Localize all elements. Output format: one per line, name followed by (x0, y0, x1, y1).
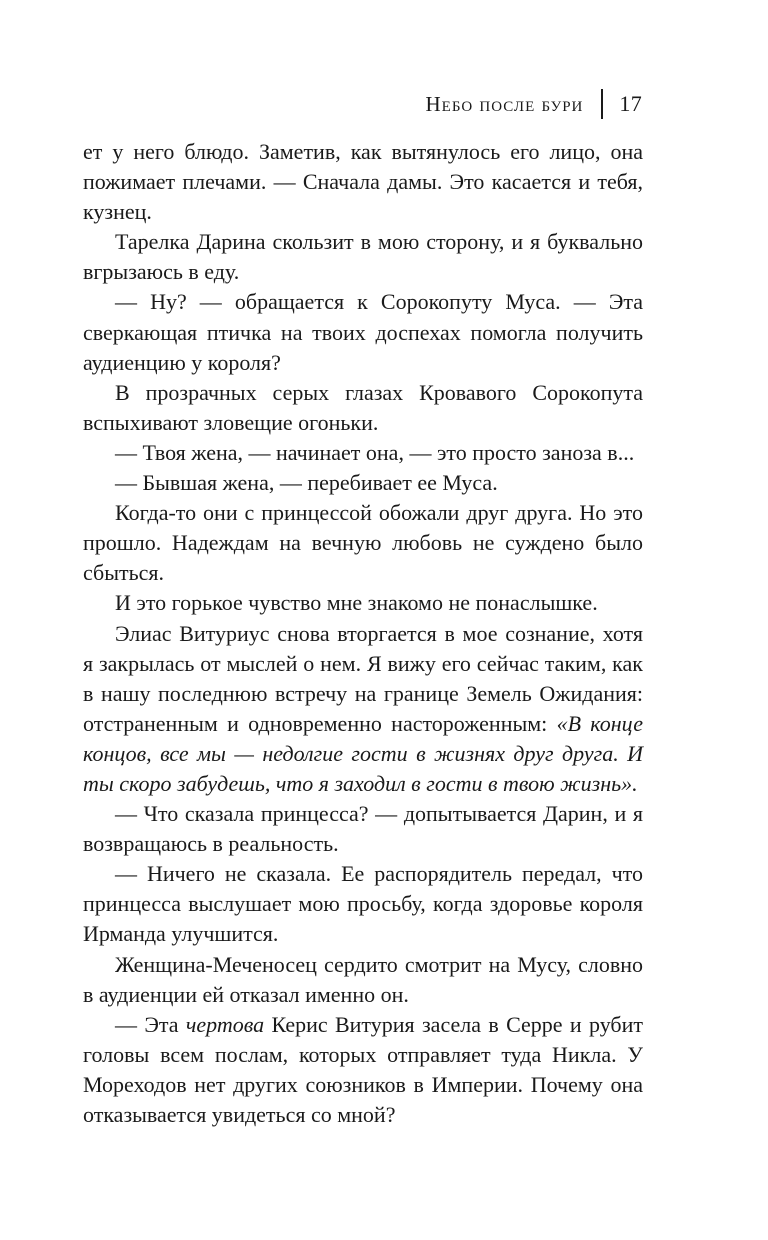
paragraph: Женщина-Меченосец сердито смотрит на Мусу, словно в аудиенции ей отказал именно он. (83, 951, 643, 1007)
paragraph: — Твоя жена, — начинает она, — это просто заноза в... (115, 439, 635, 465)
page-number: 17 (619, 91, 642, 116)
paragraph-text: Керис Витурия засела в Серре и рубит головы всем послам, которых отправляет туда Никла. У Мореходов нет других союзников в Империи. Почему она отказывается увидеться со мной? (83, 1011, 644, 1127)
italic-word: чертова (185, 1011, 265, 1037)
paragraph-text: — Эта (115, 1011, 186, 1037)
paragraph: — Что сказала принцесса? — допытывается Дарин, и я возвращаюсь в реальность. (83, 801, 643, 857)
paragraph: Тарелка Дарина скользит в мою сторону, и я буквально вгрызаюсь в еду. (83, 229, 643, 285)
paragraph: ет у него блюдо. Заметив, как вытянулось его лицо, она пожимает плечами. — Сначала дамы. Это касается и тебя, кузнец. (83, 139, 643, 225)
paragraph: — Бывшая жена, — перебивает ее Муса. (115, 470, 498, 496)
paragraph: Когда-то они с принцессой обожали друг друга. Но это прошло. Надеждам на вечную любовь не суждено было сбыться. (83, 500, 643, 586)
paragraph: И это горькое чувство мне знакомо не понаслышке. (115, 590, 598, 616)
running-head (426, 88, 642, 120)
paragraph (83, 1010, 643, 1130)
paragraph-text: Элиас Витуриус снова вторгается в мое сознание, хотя я закрылась от мыслей о нем. Я вижу его сейчас таким, как в нашу последнюю встречу на границе Земель Ожидания: отстраненным и одновременно настороженным: (83, 620, 643, 736)
body-text (83, 137, 643, 1130)
italic-quote: «В конце концов, все мы — недолгие гости в жизнях друг друга. И ты скоро забудешь, что я заходил в гости в твою жизнь». (83, 710, 643, 796)
running-title: Небо после бури (425, 91, 584, 116)
paragraph: В прозрачных серых глазах Кровавого Сорокопута вспыхивают зловещие огоньки. (83, 379, 643, 435)
paragraph: — Ну? — обращается к Сорокопуту Муса. — Эта сверкающая птичка на твоих доспехах помогла получить аудиенцию у короля? (83, 289, 643, 375)
paragraph (83, 619, 643, 800)
header-divider (601, 89, 603, 119)
paragraph: — Ничего не сказала. Ее распорядитель передал, что принцесса выслушает мою просьбу, когда здоровье короля Ирманда улучшится. (83, 861, 643, 947)
